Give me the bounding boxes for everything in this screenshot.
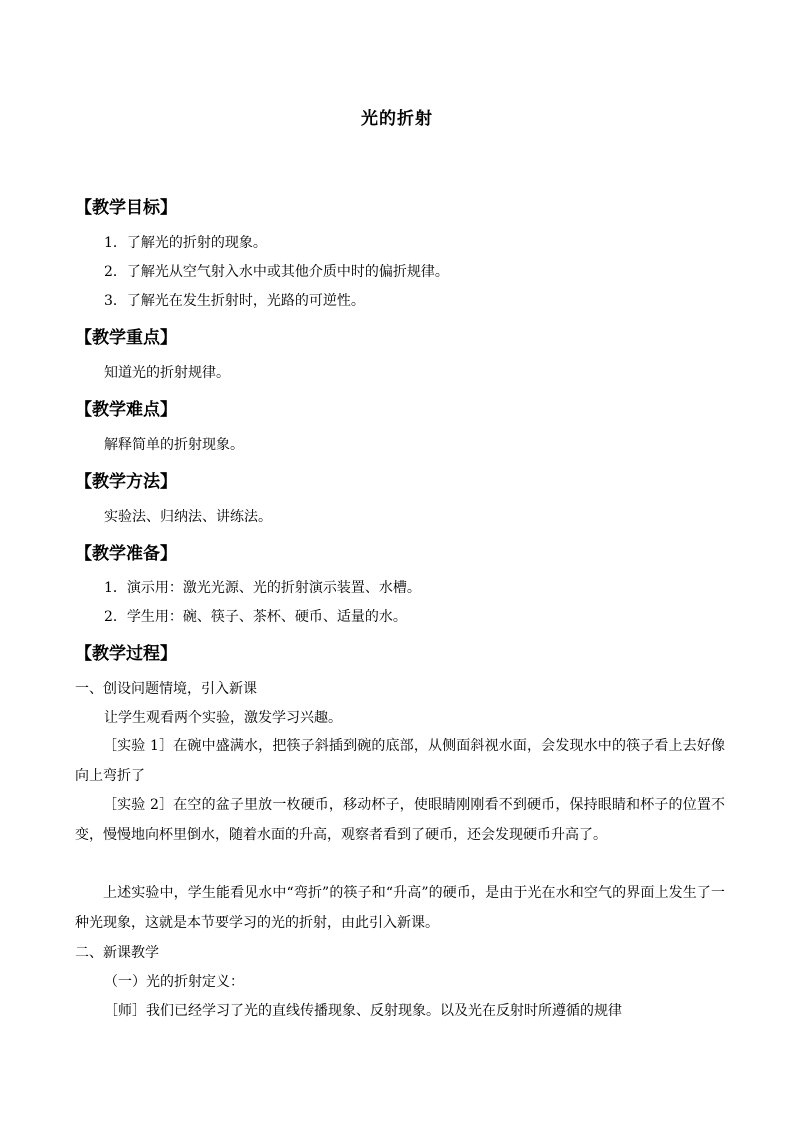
experiment2-paragraph: ［实验 2］在空的盆子里放一枚硬币，移动杯子，使眼睛刚刚看不到硬币，保持眼睛和杯子的位置不变，慢慢地向杯里倒水，随着水面的升高，观察者看到了硬币，还会发现硬币升高了。 [75,797,725,843]
heading-preparation: 【教学准备】 [75,544,177,564]
preparation-item: 1．演示用：激光光源、光的折射演示装置、水槽。 [104,580,421,596]
heading-objectives: 【教学目标】 [75,198,177,218]
process-sub1-title: （一）光的折射定义： [104,974,244,990]
teacher-line: ［师］我们已经学习了光的直线传播现象、反射现象。以及光在反射时所遵循的规律 [104,1003,622,1019]
objective-item: 1．了解光的折射的现象。 [104,235,267,251]
preparation-item: 2．学生用：碗、筷子、茶杯、硬币、适量的水。 [104,609,407,625]
difficulties-text: 解释简单的折射现象。 [104,437,244,453]
document-title: 光的折射 [361,109,433,129]
heading-key-points: 【教学重点】 [75,328,177,348]
heading-methods: 【教学方法】 [75,472,177,492]
process-part2-title: 二、新课教学 [75,945,159,961]
methods-text: 实验法、归纳法、讲练法。 [104,509,272,525]
process-part1-title: 一、创设问题情境，引入新课 [75,681,257,697]
experiment1-paragraph: ［实验 1］在碗中盛满水，把筷子斜插到碗的底部，从侧面斜视水面，会发现水中的筷子看上去好像向上弯折了 [75,738,725,784]
summary-paragraph: 上述实验中，学生能看见水中“弯折”的筷子和“升高”的硬币，是由于光在水和空气的界面上发生了一种光现象，这就是本节要学习的光的折射，由此引入新课。 [75,885,725,931]
key-points-text: 知道光的折射规律。 [104,365,230,381]
objective-item: 3．了解光在发生折射时，光路的可逆性。 [104,293,365,309]
process-part1-intro: 让学生观看两个实验，激发学习兴趣。 [104,710,342,726]
heading-difficulties: 【教学难点】 [75,400,177,420]
objective-item: 2．了解光从空气射入水中或其他介质中时的偏折规律。 [104,264,449,280]
heading-process: 【教学过程】 [75,644,177,664]
